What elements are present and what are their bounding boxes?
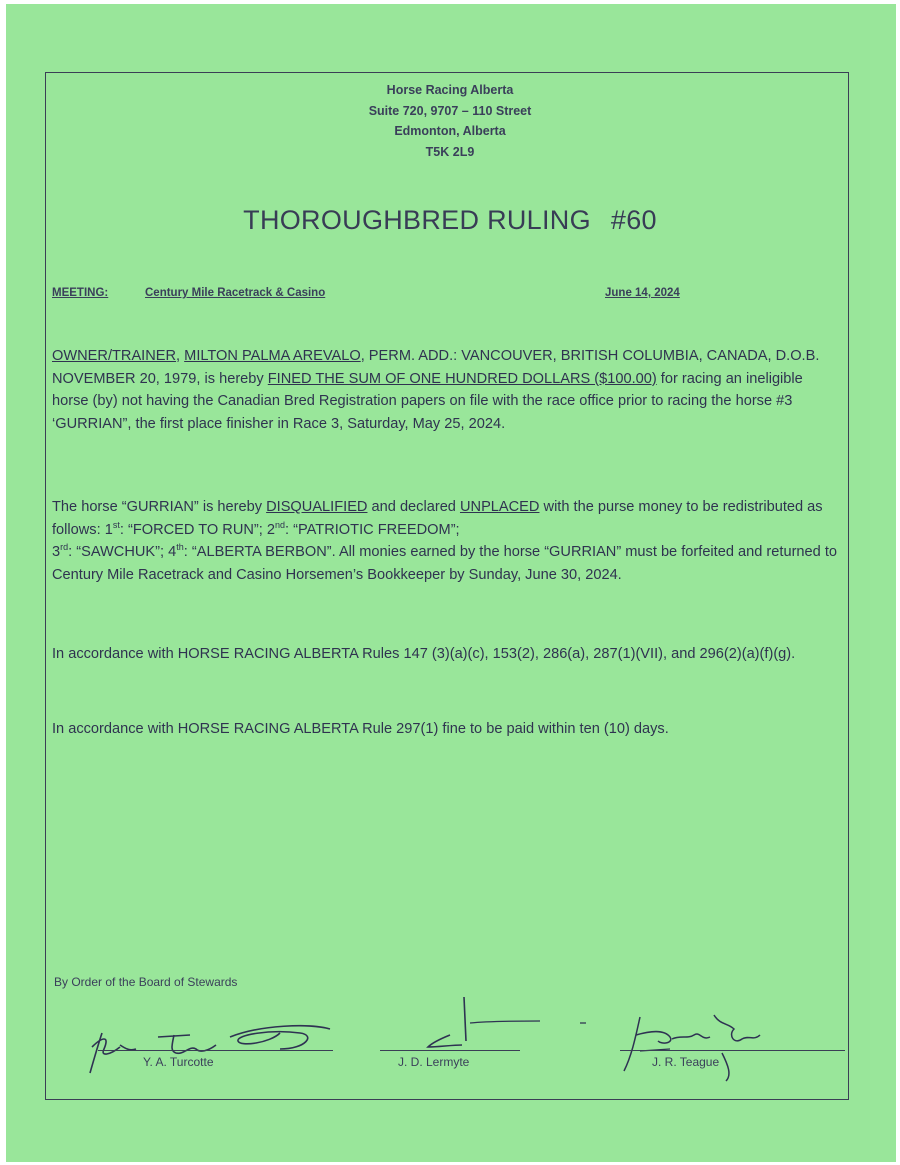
text-fragment: , <box>176 348 185 364</box>
ruling-paragraph-fine <box>52 345 842 435</box>
text-fragment: and declared <box>367 499 460 515</box>
ruling-number: #60 <box>610 205 657 235</box>
disqualified-term: DISQUALIFIED <box>266 499 368 515</box>
letterhead <box>250 80 650 162</box>
ruling-title-text: THOROUGHBRED RULING <box>243 205 591 235</box>
text-fragment: , PERM. ADD.: VANCOUVER, BRITISH COLUMBIA, CANADA, D.O.B. NOVEMBER 20, 1979, is hereby <box>52 348 820 387</box>
meeting-date: June 14, 2024 <box>605 287 680 299</box>
signature-teague-drawing <box>610 1005 800 1085</box>
place-3: 3 <box>52 544 61 560</box>
steward-name-lermyte: J. D. Lermyte <box>398 1055 470 1069</box>
address-postal: T5K 2L9 <box>425 144 475 159</box>
address-city: Edmonton, Alberta <box>394 124 506 138</box>
place-3-horse: : “SAWCHUK”; <box>68 544 169 560</box>
board-order-text: By Order of the Board of Stewards <box>54 975 238 989</box>
signature-line-turcotte <box>98 1050 333 1051</box>
meeting-venue: Century Mile Racetrack & Casino <box>145 287 326 299</box>
signature-line-lermyte <box>380 1050 520 1051</box>
place-1-horse: : “FORCED TO RUN”; <box>119 521 267 538</box>
meeting-label: MEETING: <box>52 287 109 299</box>
text-fragment: with the purse money to be redistributed as follows: <box>52 499 823 538</box>
licensee-name: MILTON PALMA AREVALO <box>184 348 361 364</box>
ruling-paragraph-disqualification <box>52 496 842 586</box>
place-4: 4 <box>168 544 177 560</box>
owner-trainer-label: OWNER/TRAINER <box>52 348 177 364</box>
place-2-suffix: nd <box>275 519 286 530</box>
place-4-horse-and-forfeit: : “ALBERTA BERBON”. All monies earned by the horse “GURRIAN” must be forfeited and returned to Century Mile Racetrack and Casino Horsemen’s Bookkeeper by Sunday, June 30, 2024. <box>52 544 837 583</box>
signature-line-teague <box>620 1050 845 1051</box>
org-name: Horse Racing Alberta <box>386 83 514 97</box>
place-2: 2 <box>266 521 276 538</box>
place-3-suffix: rd <box>60 542 69 553</box>
ruling-title <box>0 205 900 236</box>
steward-name-turcotte: Y. A. Turcotte <box>143 1055 214 1069</box>
ruling-paragraph-payment: In accordance with HORSE RACING ALBERTA Rule 297(1) fine to be paid within ten (10) days. <box>52 721 669 737</box>
text-fragment: The horse “GURRIAN” is hereby <box>52 499 267 515</box>
place-4-suffix: th <box>176 542 184 553</box>
text-fragment: for racing an ineligible horse (by) not having the Canadian Bred Registration papers on file with the race office prior to racing the horse #3 ‘GURRIAN”, the first place finisher in Race 3, Saturday, May 25, 2024. <box>52 370 803 432</box>
place-1-suffix: st <box>112 519 120 530</box>
ruling-paragraph-rules: In accordance with HORSE RACING ALBERTA Rules 147 (3)(a)(c), 153(2), 286(a), 287(1)(VII), and 296(2)(a)(f)(g). <box>52 646 796 662</box>
unplaced-term: UNPLACED <box>459 499 540 515</box>
place-1: 1 <box>104 521 113 538</box>
fine-amount: FINED THE SUM OF ONE HUNDRED DOLLARS ($100.00) <box>267 370 657 387</box>
address-street: Suite 720, 9707 – 110 Street <box>368 103 532 118</box>
place-2-horse: : “PATRIOTIC FREEDOM”; <box>285 521 460 538</box>
steward-name-teague: J. R. Teague <box>652 1055 720 1069</box>
